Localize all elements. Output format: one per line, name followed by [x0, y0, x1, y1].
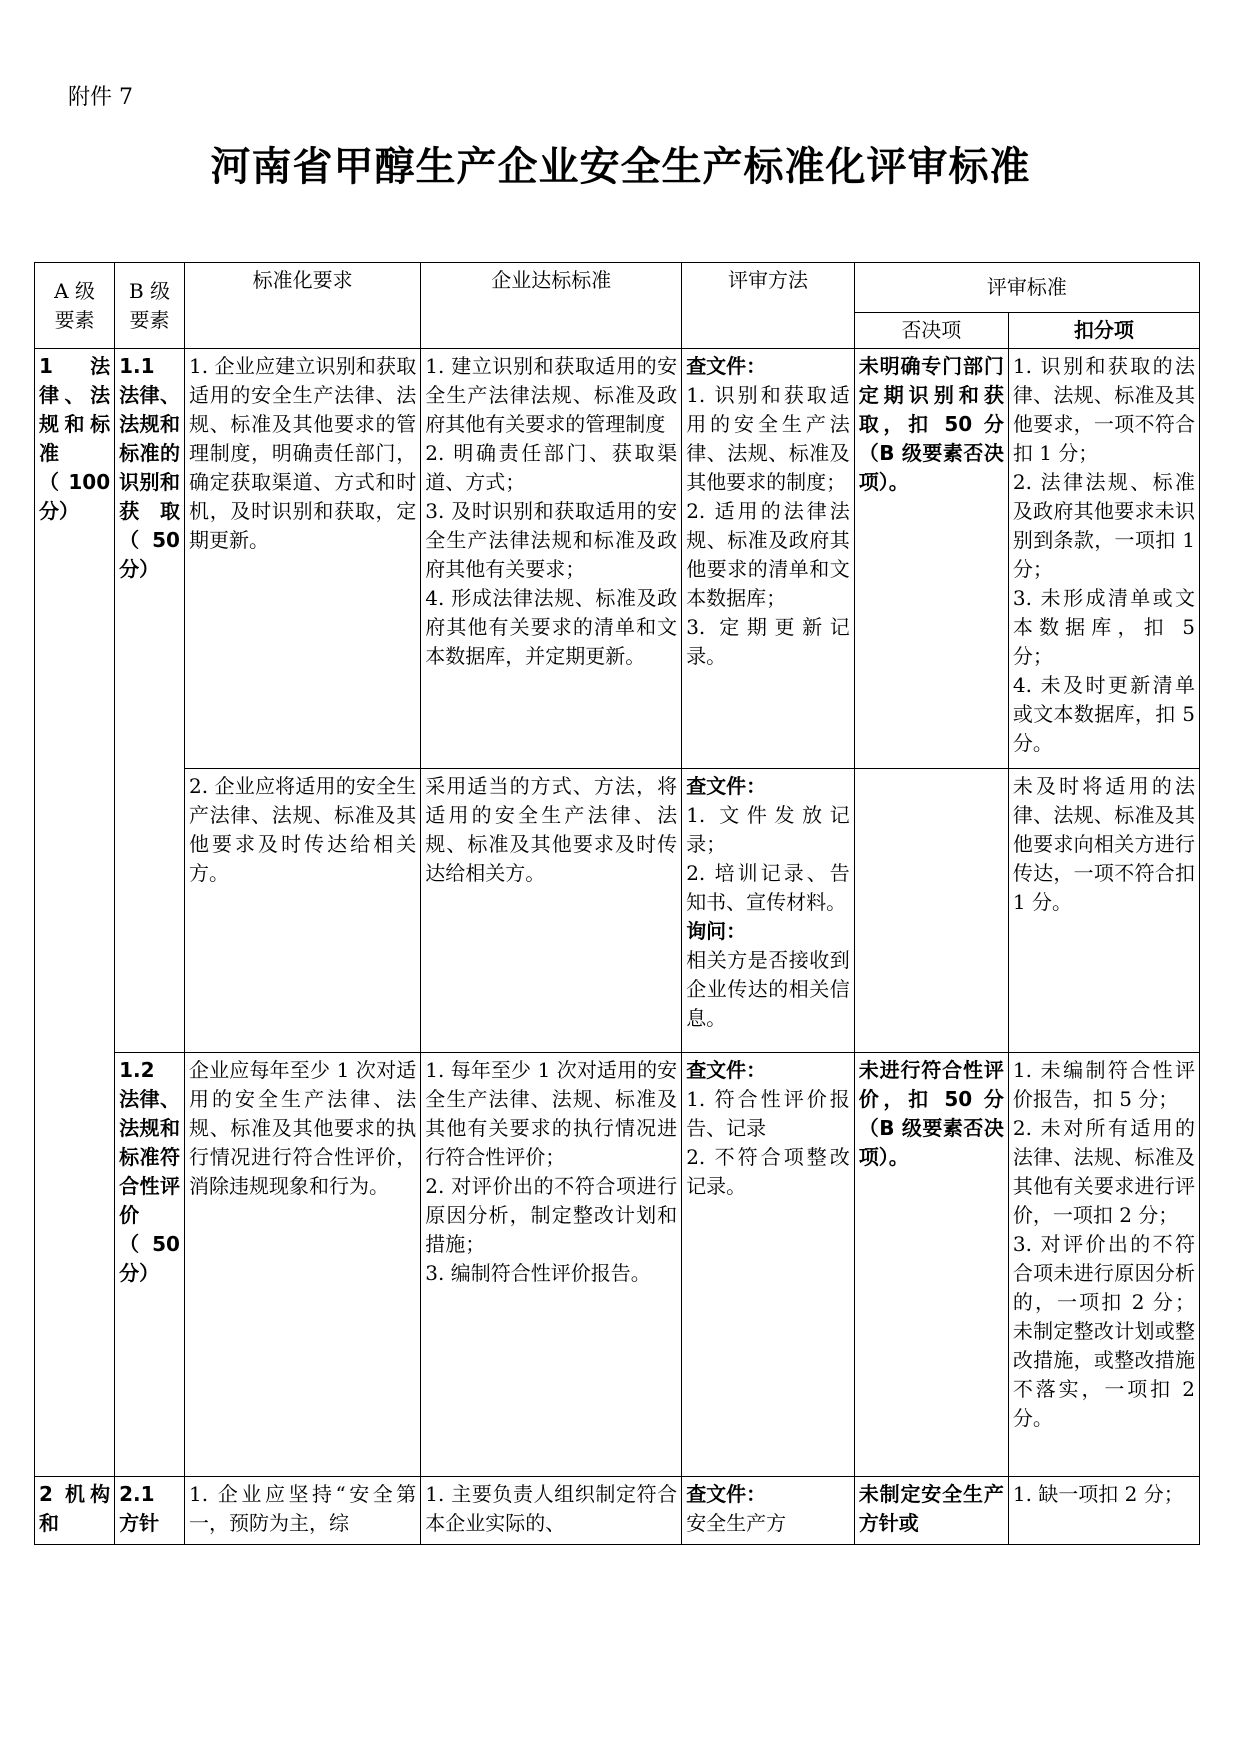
table-row [35, 1053, 1200, 1477]
method-label: 查文件： [686, 774, 767, 798]
header-enterprise-standard: 企业达标标准 [421, 263, 682, 349]
method-cell [682, 1053, 855, 1477]
header-a-level: A 级 要素 [35, 263, 115, 349]
header-method: 评审方法 [682, 263, 855, 349]
requirement-cell: 企业应每年至少 1 次对适用的安全生产法律、法规、标准及其他要求的执行情况进行符合性评价，消除违规现象和行为。 [184, 1053, 420, 1477]
method-label: 查文件： [686, 1058, 767, 1082]
standard-cell: 1. 建立识别和获取适用的安全生产法律法规、标准及政府其他有关要求的管理制度 2. 明确责任部门、获取渠道、方式； 3. 及时识别和获取适用的安全生产法律法规和标准及政府其他有关要求； 4. 形成法律法规、标准及政府其他有关要求的清单和文本数据库，并定期更新。 [421, 349, 682, 769]
deduction-cell: 1. 缺一项扣 2 分； [1008, 1477, 1199, 1545]
method-text: 安全生产方 [686, 1511, 787, 1535]
table-row [35, 1477, 1200, 1545]
standard-cell: 1. 主要负责人组织制定符合本企业实际的、 [421, 1477, 682, 1545]
method-label: 查文件： [686, 1482, 767, 1506]
method-text: 1. 文件发放记录； 2. 培训记录、告知书、宣传材料。 [686, 803, 850, 914]
standard-cell: 1. 每年至少 1 次对适用的安全生产法律、法规、标准及其他有关要求的执行情况进行符合性评价； 2. 对评价出的不符合项进行原因分析，制定整改计划和措施； 3. 编制符合性评价报告。 [421, 1053, 682, 1477]
a-level-cell: 2 机构和 [35, 1477, 115, 1545]
table-row [35, 769, 1200, 1053]
header-veto: 否决项 [854, 313, 1008, 349]
method-cell [682, 769, 855, 1053]
document-title: 河南省甲醇生产企业安全生产标准化评审标准 [210, 144, 1031, 190]
b-level-cell: 2.1 方针 [115, 1477, 185, 1545]
deduction-cell: 1. 未编制符合性评价报告，扣 5 分； 2. 未对所有适用的法律、法规、标准及其他有关要求进行评价，一项扣 2 分； 3. 对评价出的不符合项未进行原因分析的，一项扣 2 分；未制定整改计划或整改措施，或整改措施不落实，一项扣 2 分。 [1008, 1053, 1199, 1477]
header-b-level: B 级 要素 [115, 263, 185, 349]
attachment-label: 附件 7 [68, 85, 133, 110]
header-requirement: 标准化要求 [184, 263, 420, 349]
method-cell [682, 349, 855, 769]
veto-cell: 未明确专门部门定期识别和获取，扣 50 分（B 级要素否决项）。 [854, 349, 1008, 769]
requirement-cell: 1. 企业应坚持“安全第一，预防为主，综 [184, 1477, 420, 1545]
requirement-cell: 2. 企业应将适用的安全生产法律、法规、标准及其他要求及时传达给相关方。 [184, 769, 420, 1053]
header-criteria: 评审标准 [854, 263, 1199, 313]
method-cell [682, 1477, 855, 1545]
b-level-cell: 1.2 法律、法规和标准符合性评价（50 分） [115, 1053, 185, 1477]
method-text-inquiry: 相关方是否接收到企业传达的相关信息。 [686, 948, 850, 1030]
table-row [35, 349, 1200, 769]
method-text: 1. 符合性评价报告、记录 2. 不符合项整改记录。 [686, 1087, 850, 1198]
standard-cell: 采用适当的方式、方法，将适用的安全生产法律、法规、标准及其他要求及时传达给相关方。 [421, 769, 682, 1053]
standards-table [34, 262, 1200, 1545]
veto-cell: 未进行符合性评价，扣 50 分（B 级要素否决项）。 [854, 1053, 1008, 1477]
veto-cell: 未制定安全生产方针或 [854, 1477, 1008, 1545]
b-level-cell: 1.1 法律、法规和标准的识别和获取（50 分） [115, 349, 185, 1053]
method-label: 查文件： [686, 354, 767, 378]
a-level-cell: 1 法律、法规和标准（100 分） [35, 349, 115, 1477]
requirement-cell: 1. 企业应建立识别和获取适用的安全生产法律、法规、标准及其他要求的管理制度，明确责任部门，确定获取渠道、方式和时机，及时识别和获取，定期更新。 [184, 349, 420, 769]
method-text: 1. 识别和获取适用的安全生产法律、法规、标准及其他要求的制度； 2. 适用的法律法规、标准及政府其他要求的清单和文本数据库； 3. 定期更新记录。 [686, 383, 850, 668]
header-row-1 [35, 263, 1200, 313]
veto-cell [854, 769, 1008, 1053]
deduction-cell: 未及时将适用的法律、法规、标准及其他要求向相关方进行传达，一项不符合扣 1 分。 [1008, 769, 1199, 1053]
deduction-cell: 1. 识别和获取的法律、法规、标准及其他要求，一项不符合扣 1 分； 2. 法律法规、标准及政府其他要求未识别到条款，一项扣 1 分； 3. 未形成清单或文本数据库，扣 5 分； 4. 未及时更新清单或文本数据库，扣 5 分。 [1008, 349, 1199, 769]
method-label-inquiry: 询问： [686, 919, 747, 943]
header-deduction: 扣分项 [1008, 313, 1199, 349]
